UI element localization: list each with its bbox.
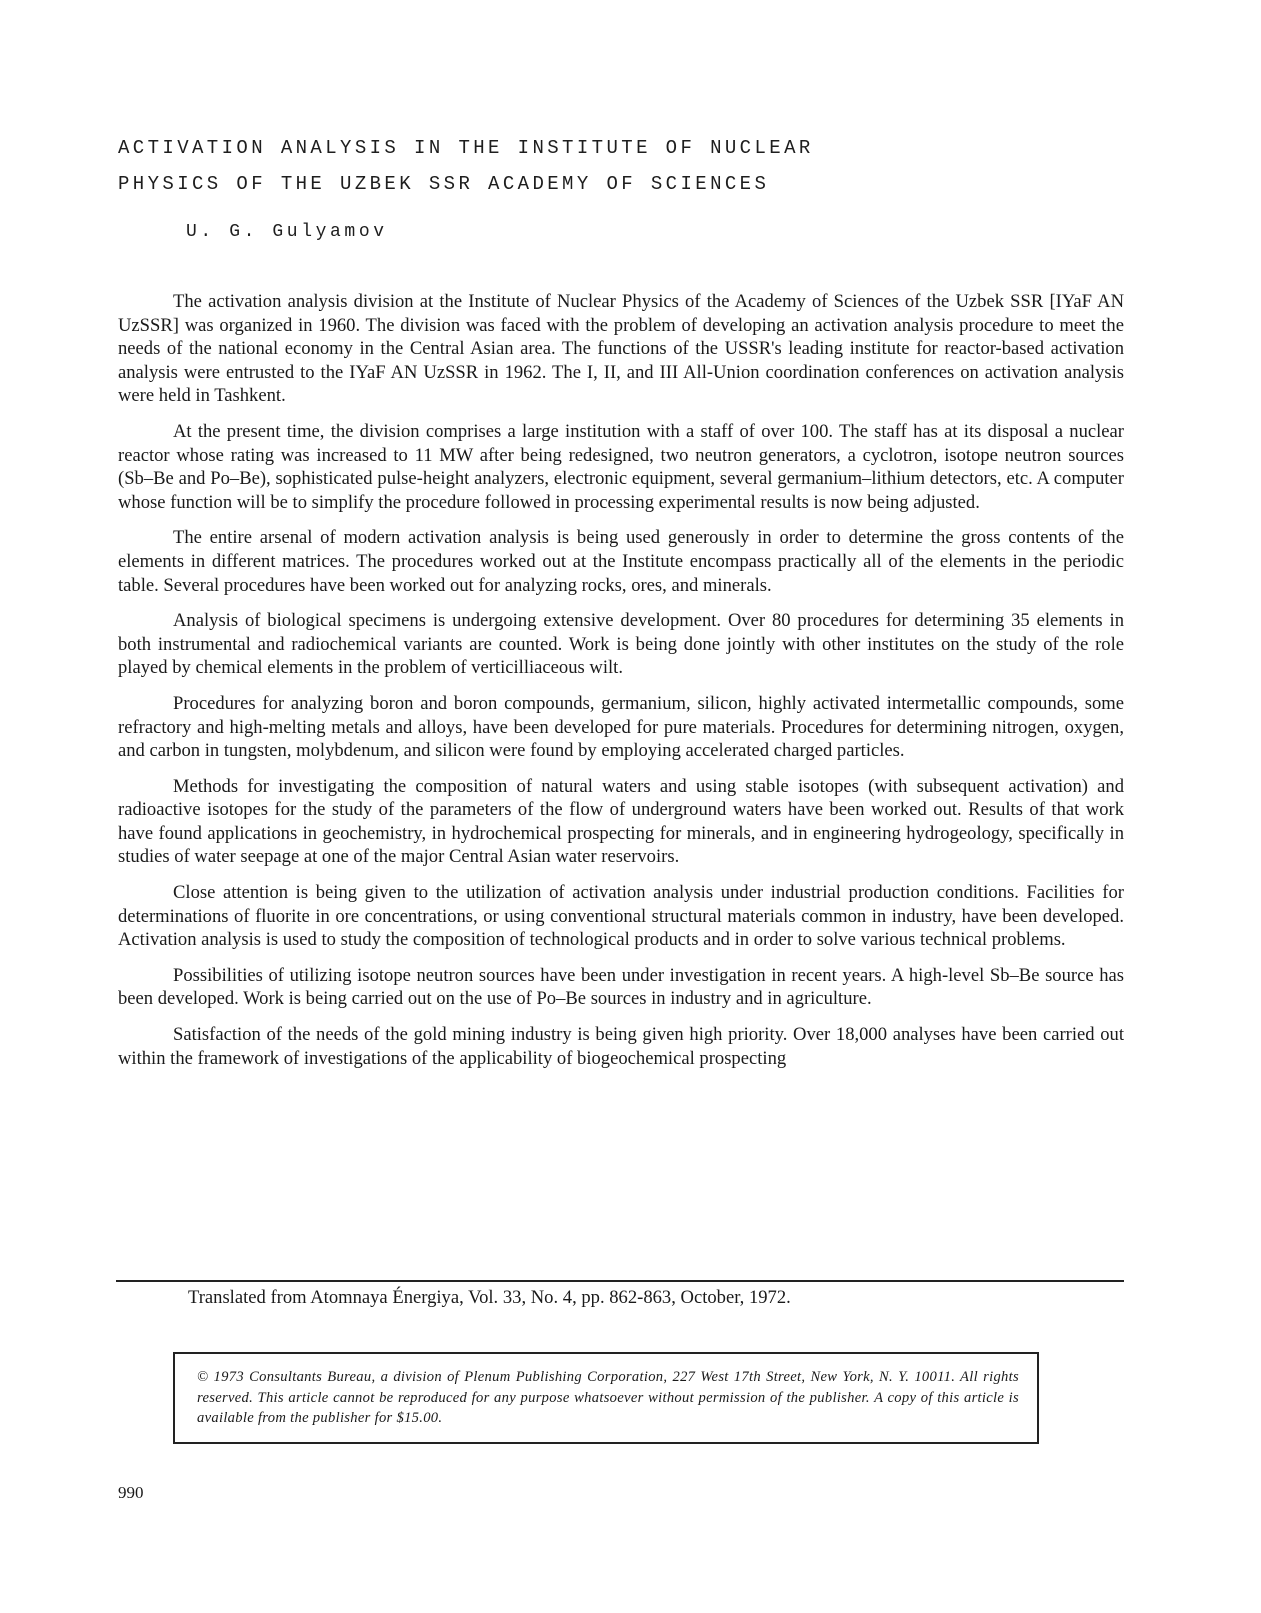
footnote-divider	[116, 1280, 1124, 1282]
body-paragraph-6: Methods for investigating the composition of natural waters and using stable isotopes (with subsequent activation) and radioactive isotopes for the study of the parameters of the flow of underground waters have been worked out. Results of that work have found applications in geochemistry, in hydrochemical prospecting for minerals, and in engineering hydrogeology, specifically in studies of water seepage at one of the major Central Asian water reservoirs.	[118, 775, 1124, 868]
body-paragraph-2: At the present time, the division comprises a large institution with a staff of over 100. The staff has at its disposal a nuclear reactor whose rating was increased to 11 MW after being redesigned, two neutron generators, a cyclotron, isotope neutron sources (Sb–Be and Po–Be), sophisticated pulse-height analyzers, electronic equipment, several germanium–lithium detectors, etc. A computer whose function will be to simplify the procedure followed in processing experimental results is now being adjusted.	[118, 420, 1124, 513]
article-author: U. G. Gulyamov	[186, 222, 388, 242]
body-paragraph-7: Close attention is being given to the utilization of activation analysis under industrial production conditions. Facilities for determinations of fluorite in ore concentrations, or using conventional structural materials common in industry, have been developed. Activation analysis is used to study the composition of technological products and in order to solve various technical problems.	[118, 882, 1124, 951]
copyright-notice: © 1973 Consultants Bureau, a division of Plenum Publishing Corporation, 227 West 17th Street, New York, N. Y. 10011. All rights reserved. This article cannot be reproduced for any purpose whatsoever without permission of the publisher. A copy of this article is available from the publisher for $15.00.	[173, 1352, 1039, 1444]
body-paragraph-3: The entire arsenal of modern activation analysis is being used generously in order to determine the gross contents of the elements in different matrices. The procedures worked out at the Institute encompass practically all of the elements in the periodic table. Several procedures have been worked out for analyzing rocks, ores, and minerals.	[118, 527, 1124, 596]
body-paragraph-4: Analysis of biological specimens is undergoing extensive development. Over 80 procedures for determining 35 elements in both instrumental and radiochemical variants are counted. Work is being done jointly with other institutes on the study of the role played by chemical elements in the problem of verticilliaceous wilt.	[118, 610, 1124, 679]
body-paragraph-8: Possibilities of utilizing isotope neutron sources have been under investigation in recent years. A high-level Sb–Be source has been developed. Work is being carried out on the use of Po–Be sources in industry and in agriculture.	[118, 964, 1124, 1010]
translation-note: Translated from Atomnaya Énergiya, Vol. 33, No. 4, pp. 862-863, October, 1972.	[188, 1287, 791, 1308]
article-body	[118, 290, 1124, 1070]
body-paragraph-9: Satisfaction of the needs of the gold mining industry is being given high priority. Over 18,000 analyses have been carried out within the framework of investigations of the applicability of biogeochemical prospecting	[118, 1024, 1124, 1069]
article-title-line-2: PHYSICS OF THE UZBEK SSR ACADEMY OF SCIENCES	[118, 173, 770, 195]
page-number: 990	[118, 1483, 144, 1502]
article-title-line-1: ACTIVATION ANALYSIS IN THE INSTITUTE OF NUCLEAR	[118, 137, 814, 159]
body-paragraph-5: Procedures for analyzing boron and boron compounds, germanium, silicon, highly activated intermetallic compounds, some refractory and high-melting metals and alloys, have been developed for pure materials. Procedures for determining nitrogen, oxygen, and carbon in tungsten, molybdenum, and silicon were found by employing accelerated charged particles.	[118, 692, 1124, 762]
body-paragraph-1: The activation analysis division at the Institute of Nuclear Physics of the Academy of Sciences of the Uzbek SSR [IYaF AN UzSSR] was organized in 1960. The division was faced with the problem of developing an activation analysis procedure to meet the needs of the national economy in the Central Asian area. The functions of the USSR's leading institute for reactor-based activation analysis were entrusted to the IYaF AN UzSSR in 1962. The I, II, and III All-Union coordination conferences on activation analysis were held in Tashkent.	[118, 291, 1124, 407]
